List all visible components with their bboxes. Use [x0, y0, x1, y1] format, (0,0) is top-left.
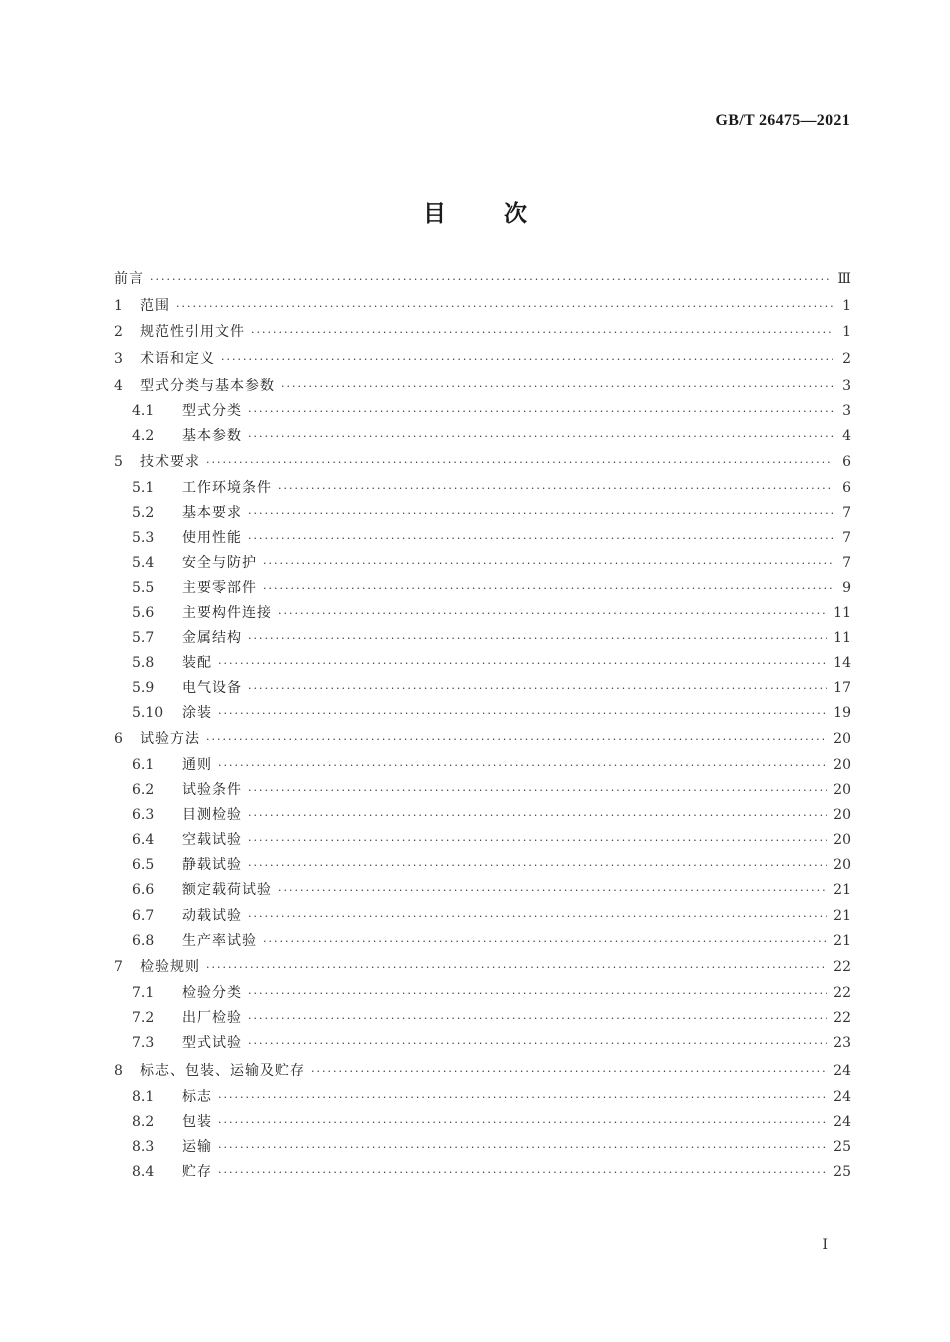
toc-leader-dots [248, 1036, 827, 1052]
toc-entry-title: 空载试验 [182, 832, 242, 848]
toc-entry-title: 运输 [182, 1139, 212, 1155]
toc-entry[interactable] [114, 271, 851, 288]
toc-entry-number: 5.4 [132, 555, 155, 571]
toc-entry-page: 19 [833, 705, 851, 721]
toc-entry-number: 8 [114, 1063, 123, 1079]
toc-entry-page: 21 [833, 882, 851, 898]
toc-leader-dots [248, 506, 833, 522]
toc-entry[interactable] [114, 1010, 851, 1027]
toc-entry[interactable] [114, 351, 851, 368]
toc-entry-title: 基本参数 [182, 428, 242, 444]
toc-entry-number: 6.3 [132, 807, 155, 823]
toc-leader-dots [206, 455, 833, 471]
toc-entry-page: 14 [833, 655, 851, 671]
toc-entry-page: 21 [833, 933, 851, 949]
toc-leader-dots [263, 556, 833, 572]
toc-entry-page: 2 [842, 351, 851, 367]
toc-entry[interactable] [114, 882, 851, 899]
toc-entry[interactable] [114, 959, 851, 976]
toc-entry[interactable] [114, 1089, 851, 1106]
toc-entry[interactable] [114, 1139, 851, 1156]
toc-leader-dots [218, 758, 827, 774]
toc-entry-page: 9 [842, 580, 851, 596]
toc-leader-dots [278, 606, 827, 622]
toc-entry-title: 贮存 [182, 1164, 212, 1180]
toc-entry-page: 22 [833, 985, 851, 1001]
toc-entry-page: 25 [833, 1139, 851, 1155]
toc-entry[interactable] [114, 480, 851, 497]
standard-code: GB/T 26475—2021 [715, 112, 850, 129]
toc-entry-page: 11 [833, 605, 851, 621]
toc-entry[interactable] [114, 324, 851, 341]
toc-entry-page: 3 [842, 378, 851, 394]
toc-entry-title: 型式试验 [182, 1035, 242, 1051]
page-title [0, 195, 950, 228]
toc-entry[interactable] [114, 428, 851, 445]
toc-leader-dots [218, 1115, 827, 1131]
toc-leader-dots [218, 1140, 827, 1156]
toc-entry-page: 20 [833, 857, 851, 873]
toc-leader-dots [248, 681, 827, 697]
toc-leader-dots [248, 429, 833, 445]
toc-entry-number: 8.4 [132, 1164, 155, 1180]
toc-entry-title: 术语和定义 [140, 351, 215, 367]
toc-leader-dots [218, 1090, 827, 1106]
toc-entry-number: 6 [114, 731, 123, 747]
toc-leader-dots [248, 986, 827, 1002]
toc-leader-dots [248, 858, 827, 874]
toc-entry-number: 8.3 [132, 1139, 155, 1155]
toc-entry-number: 7.2 [132, 1010, 155, 1026]
toc-entry-title: 静载试验 [182, 857, 242, 873]
toc-entry-page: 6 [842, 480, 851, 496]
toc-entry-title: 检验规则 [140, 959, 200, 975]
toc-entry[interactable] [114, 530, 851, 547]
toc-entry-number: 4.1 [132, 403, 155, 419]
toc-entry-page: 25 [833, 1164, 851, 1180]
toc-entry-number: 4.2 [132, 428, 155, 444]
toc-entry-number: 5.5 [132, 580, 155, 596]
toc-entry-title: 目测检验 [182, 807, 242, 823]
toc-leader-dots [248, 1011, 827, 1027]
toc-entry-page: 22 [833, 959, 851, 975]
toc-entry-number: 5.1 [132, 480, 155, 496]
toc-entry[interactable] [114, 505, 851, 522]
toc-entry-page: 20 [833, 782, 851, 798]
toc-leader-dots [218, 1165, 827, 1181]
toc-entry-title: 主要构件连接 [182, 605, 272, 621]
toc-entry-page: 7 [842, 505, 851, 521]
toc-leader-dots [150, 272, 831, 288]
toc-entry-title: 基本要求 [182, 505, 242, 521]
page-title-left: 目 [423, 201, 446, 227]
toc-entry-title: 安全与防护 [182, 555, 257, 571]
toc-entry-title: 规范性引用文件 [140, 324, 245, 340]
toc-entry[interactable] [114, 1114, 851, 1131]
toc-entry-page: Ⅲ [837, 271, 851, 287]
toc-entry-number: 5.9 [132, 680, 155, 696]
toc-entry-title: 额定载荷试验 [182, 882, 272, 898]
toc-leader-dots [248, 833, 827, 849]
toc-leader-dots [311, 1064, 827, 1080]
toc-entry-title: 出厂检验 [182, 1010, 242, 1026]
toc-entry-number: 8.2 [132, 1114, 155, 1130]
toc-entry-page: 21 [833, 908, 851, 924]
toc-leader-dots [263, 581, 833, 597]
toc-entry-title: 标志 [182, 1089, 212, 1105]
toc-entry-number: 7.1 [132, 985, 155, 1001]
toc-entry[interactable] [114, 680, 851, 697]
toc-entry[interactable] [114, 731, 851, 748]
toc-entry-page: 17 [833, 680, 851, 696]
toc-leader-dots [281, 379, 833, 395]
toc-entry-page: 22 [833, 1010, 851, 1026]
toc-entry-title: 型式分类 [182, 403, 242, 419]
toc-entry-page: 7 [842, 555, 851, 571]
toc-entry-page: 24 [833, 1063, 851, 1079]
toc-entry-page: 1 [842, 324, 851, 340]
toc-entry-title: 工作环境条件 [182, 480, 272, 496]
toc-entry-title: 试验条件 [182, 782, 242, 798]
toc-leader-dots [206, 732, 827, 748]
toc-entry-number: 6.5 [132, 857, 155, 873]
toc-entry[interactable] [114, 1164, 851, 1181]
toc-entry-number: 6.4 [132, 832, 155, 848]
toc-entry-number: 5.7 [132, 630, 155, 646]
toc-entry-number: 7.3 [132, 1035, 155, 1051]
toc-entry-page: 20 [833, 807, 851, 823]
toc-leader-dots [248, 808, 827, 824]
toc-entry-page: 24 [833, 1089, 851, 1105]
toc-entry[interactable] [114, 378, 851, 395]
toc-entry-title: 生产率试验 [182, 933, 257, 949]
toc-entry[interactable] [114, 555, 851, 572]
toc-entry[interactable] [114, 630, 851, 647]
toc-entry-number: 8.1 [132, 1089, 155, 1105]
toc-entry[interactable] [114, 1063, 851, 1080]
toc-entry-number: 5.10 [132, 705, 164, 721]
toc-entry-title: 使用性能 [182, 530, 242, 546]
toc-entry-title: 金属结构 [182, 630, 242, 646]
toc-entry-title: 通则 [182, 757, 212, 773]
toc-entry[interactable] [114, 985, 851, 1002]
toc-leader-dots [248, 404, 833, 420]
toc-entry[interactable] [114, 454, 851, 471]
toc-entry-number: 7 [114, 959, 123, 975]
toc-entry-title: 前言 [114, 271, 144, 287]
toc-entry[interactable] [114, 908, 851, 925]
toc-entry-page: 4 [842, 428, 851, 444]
toc-entry-title: 试验方法 [140, 731, 200, 747]
toc-leader-dots [278, 481, 833, 497]
toc-entry-page: 6 [842, 454, 851, 470]
toc-entry[interactable] [114, 857, 851, 874]
toc-entry-title: 检验分类 [182, 985, 242, 1001]
toc-entry-title: 标志、包装、运输及贮存 [140, 1063, 305, 1079]
toc-entry-page: 20 [833, 731, 851, 747]
toc-entry[interactable] [114, 933, 851, 950]
toc-entry-title: 范围 [140, 298, 170, 314]
toc-leader-dots [218, 656, 827, 672]
toc-leader-dots [278, 883, 827, 899]
toc-leader-dots [248, 783, 827, 799]
toc-entry-number: 5.8 [132, 655, 155, 671]
toc-entry-title: 电气设备 [182, 680, 242, 696]
toc-entry[interactable] [114, 807, 851, 824]
toc-entry-page: 24 [833, 1114, 851, 1130]
toc-entry-number: 5.2 [132, 505, 155, 521]
toc-entry[interactable] [114, 832, 851, 849]
toc-entry-number: 5 [114, 454, 123, 470]
toc-entry-number: 1 [114, 298, 123, 314]
toc-entry-page: 20 [833, 832, 851, 848]
toc-entry[interactable] [114, 298, 851, 315]
toc-entry-title: 包装 [182, 1114, 212, 1130]
toc-entry-title: 装配 [182, 655, 212, 671]
toc-entry-title: 型式分类与基本参数 [140, 378, 275, 394]
toc-entry-title: 涂装 [182, 705, 212, 721]
toc-entry-page: 3 [842, 403, 851, 419]
toc-entry-title: 动载试验 [182, 908, 242, 924]
toc-entry-page: 11 [833, 630, 851, 646]
toc-entry[interactable] [114, 605, 851, 622]
toc-entry-page: 20 [833, 757, 851, 773]
toc-entry[interactable] [114, 705, 851, 722]
toc-entry-number: 6.7 [132, 908, 155, 924]
toc-entry-number: 6.2 [132, 782, 155, 798]
toc-entry-page: 23 [833, 1035, 851, 1051]
toc-entry[interactable] [114, 757, 851, 774]
toc-leader-dots [176, 299, 833, 315]
page-title-right: 次 [504, 201, 527, 227]
toc-entry-number: 5.6 [132, 605, 155, 621]
toc-leader-dots [248, 631, 827, 647]
page-number: I [822, 1237, 828, 1253]
toc-entry[interactable] [114, 782, 851, 799]
toc-leader-dots [221, 352, 833, 368]
toc-entry-title: 主要零部件 [182, 580, 257, 596]
toc-entry[interactable] [114, 655, 851, 672]
toc-entry-number: 6.8 [132, 933, 155, 949]
toc-entry-number: 2 [114, 324, 123, 340]
toc-entry[interactable] [114, 1035, 851, 1052]
toc-entry-number: 3 [114, 351, 123, 367]
toc-entry-number: 6.1 [132, 757, 155, 773]
toc-entry-page: 7 [842, 530, 851, 546]
toc-leader-dots [218, 706, 827, 722]
toc-entry-number: 5.3 [132, 530, 155, 546]
toc-entry[interactable] [114, 403, 851, 420]
toc-leader-dots [206, 960, 827, 976]
toc-entry-title: 技术要求 [140, 454, 200, 470]
toc-entry-number: 4 [114, 378, 123, 394]
toc-leader-dots [248, 531, 833, 547]
toc-entry[interactable] [114, 580, 851, 597]
toc-entry-page: 1 [842, 298, 851, 314]
toc-leader-dots [251, 325, 833, 341]
toc-leader-dots [263, 934, 827, 950]
toc-entry-number: 6.6 [132, 882, 155, 898]
toc-leader-dots [248, 909, 827, 925]
